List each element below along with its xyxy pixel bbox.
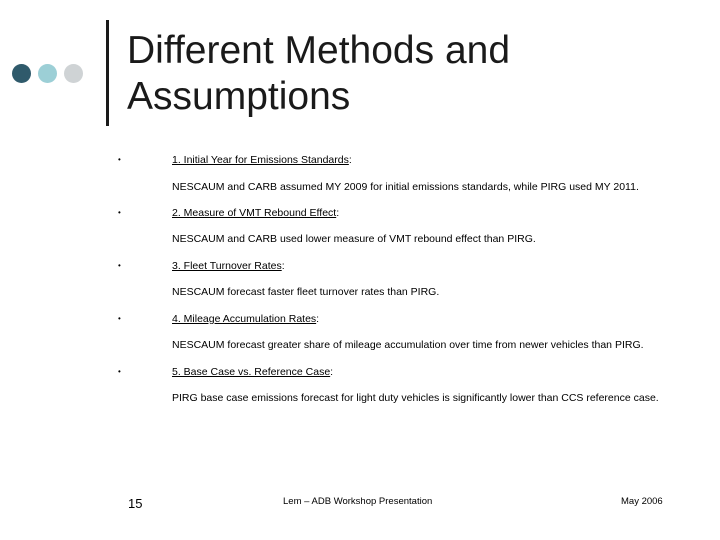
title-line-2: Assumptions xyxy=(127,75,351,118)
item-heading: 3. Fleet Turnover Rates: xyxy=(172,260,285,272)
decorative-dots xyxy=(0,64,100,84)
slide-title xyxy=(127,28,687,120)
bullet-marker: • xyxy=(118,367,121,376)
item-heading: 4. Mileage Accumulation Rates: xyxy=(172,313,320,325)
item-description: NESCAUM and CARB assumed MY 2009 for initial emissions standards, while PIRG used MY 2011. xyxy=(172,181,639,193)
title-line-1: Different Methods and xyxy=(127,29,511,72)
dot-teal xyxy=(38,64,57,83)
item-heading: 5. Base Case vs. Reference Case: xyxy=(172,366,334,378)
footer-date: May 2006 xyxy=(621,496,663,507)
item-description: NESCAUM forecast faster fleet turnover rates than PIRG. xyxy=(172,286,440,298)
page-number: 15 xyxy=(128,496,143,511)
item-heading: 1. Initial Year for Emissions Standards: xyxy=(172,154,352,166)
item-description: PIRG base case emissions forecast for light duty vehicles is significantly lower than CCS reference case. xyxy=(172,392,659,404)
item-heading: 2. Measure of VMT Rebound Effect: xyxy=(172,207,340,219)
bullet-marker: • xyxy=(118,208,121,217)
dot-gray xyxy=(64,64,83,83)
title-divider xyxy=(106,20,109,126)
dot-dark xyxy=(12,64,31,83)
item-description: NESCAUM forecast greater share of mileage accumulation over time from newer vehicles than PIRG. xyxy=(172,339,644,351)
bullet-marker: • xyxy=(118,261,121,270)
footer-center-text: Lem – ADB Workshop Presentation xyxy=(283,496,433,507)
item-description: NESCAUM and CARB used lower measure of VMT rebound effect than PIRG. xyxy=(172,233,536,245)
bullet-marker: • xyxy=(118,155,121,164)
bullet-marker: • xyxy=(118,314,121,323)
